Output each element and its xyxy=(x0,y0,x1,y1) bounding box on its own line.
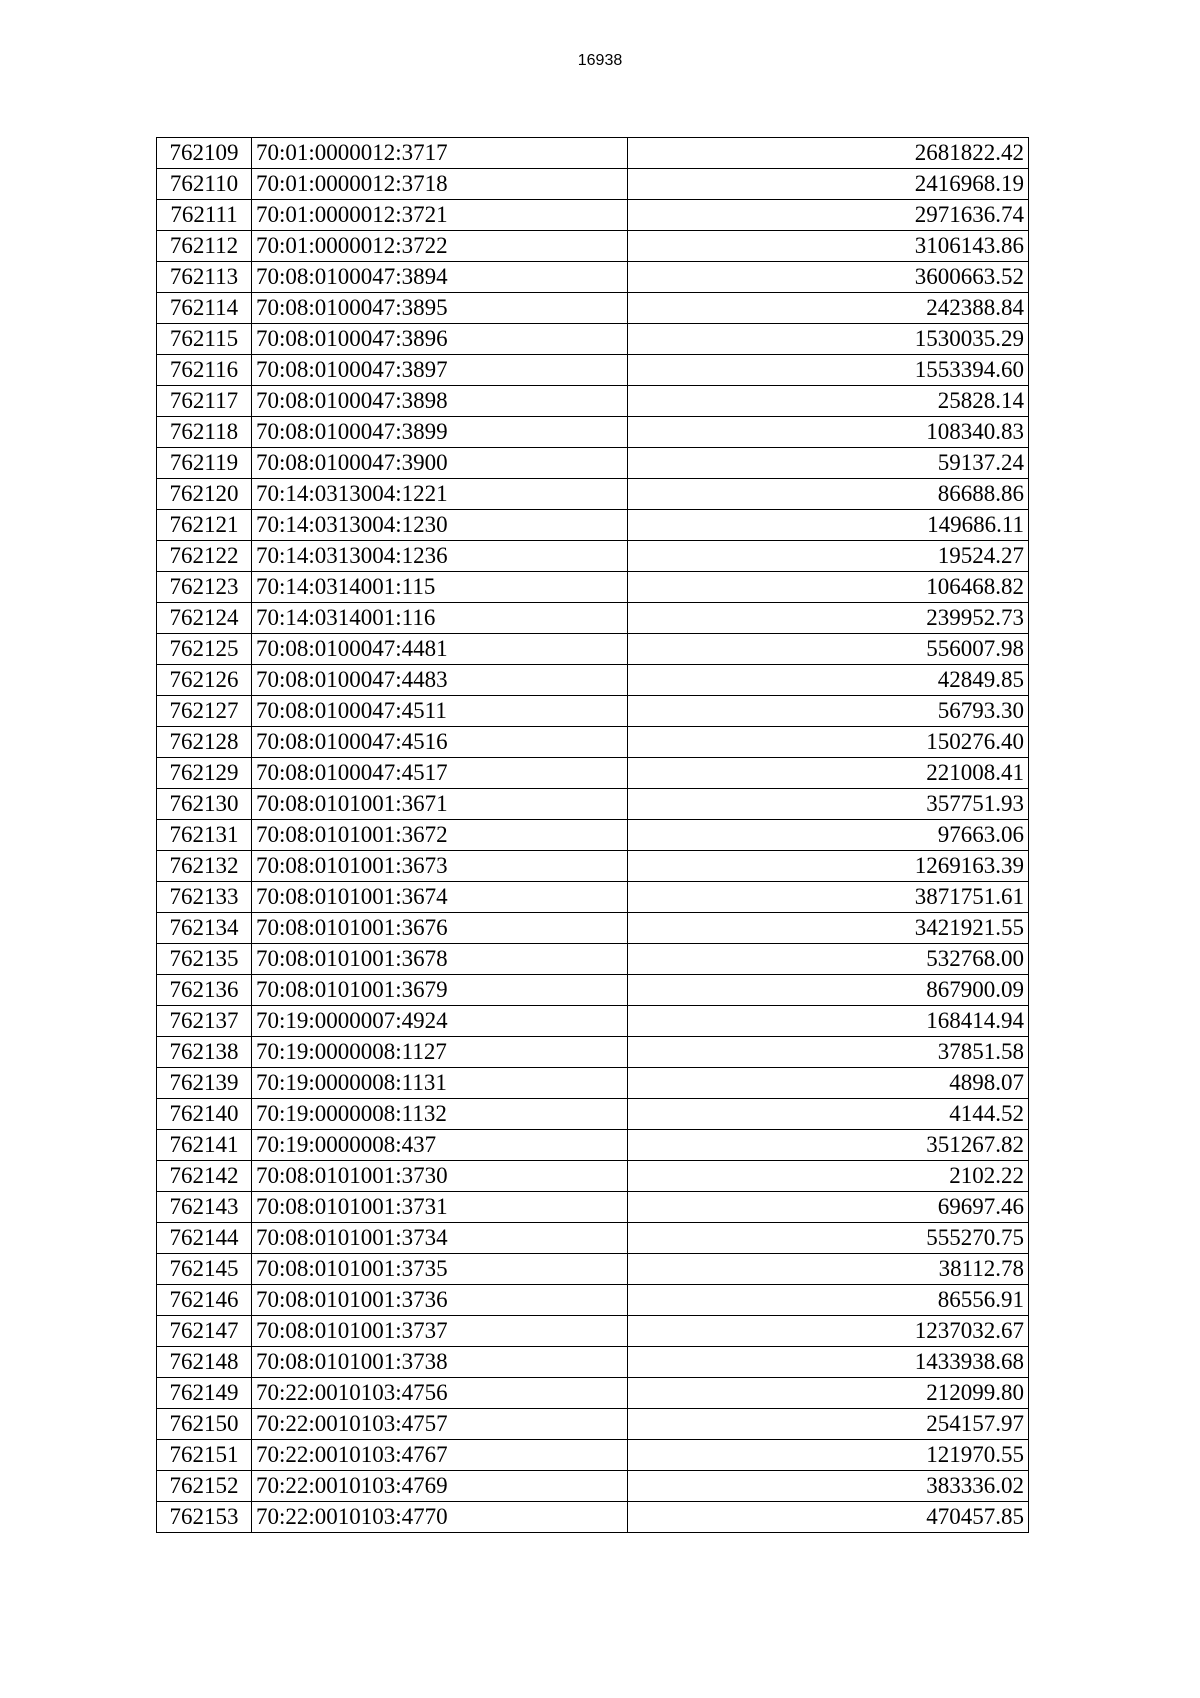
cadastral-number-cell: 70:08:0100047:4517 xyxy=(252,758,628,789)
value-cell: 121970.55 xyxy=(628,1440,1029,1471)
value-cell: 56793.30 xyxy=(628,696,1029,727)
page-number: 16938 xyxy=(577,52,623,69)
value-cell: 69697.46 xyxy=(628,1192,1029,1223)
row-number-cell: 762146 xyxy=(157,1285,252,1316)
cadastral-number-cell: 70:08:0101001:3676 xyxy=(252,913,628,944)
row-number-cell: 762116 xyxy=(157,355,252,386)
row-number-cell: 762148 xyxy=(157,1347,252,1378)
cadastral-number-cell: 70:19:0000008:1127 xyxy=(252,1037,628,1068)
value-cell: 470457.85 xyxy=(628,1502,1029,1533)
row-number-cell: 762143 xyxy=(157,1192,252,1223)
row-number-cell: 762147 xyxy=(157,1316,252,1347)
row-number-cell: 762117 xyxy=(157,386,252,417)
row-number-cell: 762112 xyxy=(157,231,252,262)
value-cell: 106468.82 xyxy=(628,572,1029,603)
row-number-cell: 762134 xyxy=(157,913,252,944)
table-row xyxy=(157,200,1029,231)
table-row xyxy=(157,1192,1029,1223)
cadastral-number-cell: 70:08:0101001:3735 xyxy=(252,1254,628,1285)
table-row xyxy=(157,1037,1029,1068)
cadastral-number-cell: 70:08:0101001:3674 xyxy=(252,882,628,913)
table-row xyxy=(157,293,1029,324)
row-number-cell: 762113 xyxy=(157,262,252,293)
table-row xyxy=(157,1223,1029,1254)
table-row xyxy=(157,510,1029,541)
row-number-cell: 762129 xyxy=(157,758,252,789)
row-number-cell: 762121 xyxy=(157,510,252,541)
cadastral-number-cell: 70:08:0101001:3678 xyxy=(252,944,628,975)
table-row xyxy=(157,1068,1029,1099)
cadastral-number-cell: 70:01:0000012:3721 xyxy=(252,200,628,231)
row-number-cell: 762136 xyxy=(157,975,252,1006)
table-row xyxy=(157,1409,1029,1440)
table-row xyxy=(157,944,1029,975)
table-row xyxy=(157,1347,1029,1378)
cadastral-number-cell: 70:08:0100047:4511 xyxy=(252,696,628,727)
table-row xyxy=(157,1006,1029,1037)
table-row xyxy=(157,696,1029,727)
value-cell: 108340.83 xyxy=(628,417,1029,448)
table-row xyxy=(157,1099,1029,1130)
row-number-cell: 762111 xyxy=(157,200,252,231)
cadastral-number-cell: 70:08:0101001:3673 xyxy=(252,851,628,882)
row-number-cell: 762139 xyxy=(157,1068,252,1099)
table-row xyxy=(157,448,1029,479)
table-row xyxy=(157,913,1029,944)
row-number-cell: 762124 xyxy=(157,603,252,634)
value-cell: 2681822.42 xyxy=(628,138,1029,169)
table-row xyxy=(157,1378,1029,1409)
value-cell: 239952.73 xyxy=(628,603,1029,634)
table-row xyxy=(157,417,1029,448)
cadastral-number-cell: 70:22:0010103:4769 xyxy=(252,1471,628,1502)
table-row xyxy=(157,758,1029,789)
value-cell: 555270.75 xyxy=(628,1223,1029,1254)
table-row xyxy=(157,1130,1029,1161)
value-cell: 1433938.68 xyxy=(628,1347,1029,1378)
table-row xyxy=(157,572,1029,603)
value-cell: 19524.27 xyxy=(628,541,1029,572)
cadastral-number-cell: 70:01:0000012:3718 xyxy=(252,169,628,200)
row-number-cell: 762150 xyxy=(157,1409,252,1440)
table-row xyxy=(157,851,1029,882)
value-cell: 38112.78 xyxy=(628,1254,1029,1285)
value-cell: 1237032.67 xyxy=(628,1316,1029,1347)
row-number-cell: 762152 xyxy=(157,1471,252,1502)
row-number-cell: 762142 xyxy=(157,1161,252,1192)
cadastral-number-cell: 70:14:0314001:115 xyxy=(252,572,628,603)
row-number-cell: 762151 xyxy=(157,1440,252,1471)
cadastral-number-cell: 70:22:0010103:4757 xyxy=(252,1409,628,1440)
cadastral-number-cell: 70:08:0101001:3679 xyxy=(252,975,628,1006)
table-row xyxy=(157,789,1029,820)
row-number-cell: 762153 xyxy=(157,1502,252,1533)
value-cell: 37851.58 xyxy=(628,1037,1029,1068)
value-cell: 59137.24 xyxy=(628,448,1029,479)
value-cell: 2102.22 xyxy=(628,1161,1029,1192)
table-row xyxy=(157,386,1029,417)
table-row xyxy=(157,262,1029,293)
row-number-cell: 762133 xyxy=(157,882,252,913)
value-cell: 4144.52 xyxy=(628,1099,1029,1130)
table-row xyxy=(157,603,1029,634)
table-row xyxy=(157,1440,1029,1471)
table-body xyxy=(157,138,1029,1533)
row-number-cell: 762120 xyxy=(157,479,252,510)
cadastral-number-cell: 70:08:0100047:4483 xyxy=(252,665,628,696)
value-cell: 351267.82 xyxy=(628,1130,1029,1161)
cadastral-number-cell: 70:14:0313004:1230 xyxy=(252,510,628,541)
row-number-cell: 762115 xyxy=(157,324,252,355)
row-number-cell: 762128 xyxy=(157,727,252,758)
table-row xyxy=(157,975,1029,1006)
value-cell: 42849.85 xyxy=(628,665,1029,696)
cadastral-number-cell: 70:19:0000008:1132 xyxy=(252,1099,628,1130)
table-row xyxy=(157,324,1029,355)
row-number-cell: 762145 xyxy=(157,1254,252,1285)
value-cell: 3421921.55 xyxy=(628,913,1029,944)
value-cell: 4898.07 xyxy=(628,1068,1029,1099)
row-number-cell: 762138 xyxy=(157,1037,252,1068)
value-cell: 3106143.86 xyxy=(628,231,1029,262)
cadastral-number-cell: 70:08:0100047:3895 xyxy=(252,293,628,324)
value-cell: 168414.94 xyxy=(628,1006,1029,1037)
cadastral-number-cell: 70:19:0000008:437 xyxy=(252,1130,628,1161)
cadastral-number-cell: 70:08:0100047:3894 xyxy=(252,262,628,293)
table-row xyxy=(157,169,1029,200)
cadastral-number-cell: 70:08:0100047:4516 xyxy=(252,727,628,758)
table-row xyxy=(157,727,1029,758)
cadastral-number-cell: 70:22:0010103:4767 xyxy=(252,1440,628,1471)
row-number-cell: 762122 xyxy=(157,541,252,572)
value-cell: 1269163.39 xyxy=(628,851,1029,882)
cadastral-number-cell: 70:08:0101001:3738 xyxy=(252,1347,628,1378)
row-number-cell: 762131 xyxy=(157,820,252,851)
table-row xyxy=(157,1161,1029,1192)
data-table xyxy=(156,137,1029,1533)
table-row xyxy=(157,634,1029,665)
cadastral-number-cell: 70:22:0010103:4770 xyxy=(252,1502,628,1533)
row-number-cell: 762110 xyxy=(157,169,252,200)
value-cell: 150276.40 xyxy=(628,727,1029,758)
value-cell: 25828.14 xyxy=(628,386,1029,417)
cadastral-number-cell: 70:08:0101001:3737 xyxy=(252,1316,628,1347)
cadastral-number-cell: 70:08:0101001:3672 xyxy=(252,820,628,851)
value-cell: 97663.06 xyxy=(628,820,1029,851)
row-number-cell: 762141 xyxy=(157,1130,252,1161)
cadastral-number-cell: 70:08:0101001:3731 xyxy=(252,1192,628,1223)
cadastral-number-cell: 70:08:0101001:3671 xyxy=(252,789,628,820)
table-row xyxy=(157,231,1029,262)
value-cell: 86556.91 xyxy=(628,1285,1029,1316)
value-cell: 867900.09 xyxy=(628,975,1029,1006)
row-number-cell: 762132 xyxy=(157,851,252,882)
cadastral-number-cell: 70:14:0313004:1221 xyxy=(252,479,628,510)
row-number-cell: 762140 xyxy=(157,1099,252,1130)
row-number-cell: 762125 xyxy=(157,634,252,665)
row-number-cell: 762127 xyxy=(157,696,252,727)
value-cell: 254157.97 xyxy=(628,1409,1029,1440)
value-cell: 357751.93 xyxy=(628,789,1029,820)
value-cell: 242388.84 xyxy=(628,293,1029,324)
value-cell: 532768.00 xyxy=(628,944,1029,975)
row-number-cell: 762114 xyxy=(157,293,252,324)
value-cell: 1530035.29 xyxy=(628,324,1029,355)
cadastral-number-cell: 70:01:0000012:3717 xyxy=(252,138,628,169)
row-number-cell: 762149 xyxy=(157,1378,252,1409)
cadastral-number-cell: 70:08:0100047:3898 xyxy=(252,386,628,417)
table-row xyxy=(157,479,1029,510)
value-cell: 556007.98 xyxy=(628,634,1029,665)
row-number-cell: 762135 xyxy=(157,944,252,975)
row-number-cell: 762118 xyxy=(157,417,252,448)
row-number-cell: 762144 xyxy=(157,1223,252,1254)
table-row xyxy=(157,1471,1029,1502)
table-row xyxy=(157,138,1029,169)
table-row xyxy=(157,882,1029,913)
value-cell: 383336.02 xyxy=(628,1471,1029,1502)
row-number-cell: 762126 xyxy=(157,665,252,696)
value-cell: 212099.80 xyxy=(628,1378,1029,1409)
cadastral-number-cell: 70:19:0000008:1131 xyxy=(252,1068,628,1099)
row-number-cell: 762130 xyxy=(157,789,252,820)
cadastral-number-cell: 70:08:0101001:3730 xyxy=(252,1161,628,1192)
cadastral-number-cell: 70:14:0313004:1236 xyxy=(252,541,628,572)
cadastral-number-cell: 70:08:0100047:3897 xyxy=(252,355,628,386)
cadastral-number-cell: 70:08:0100047:3899 xyxy=(252,417,628,448)
value-cell: 221008.41 xyxy=(628,758,1029,789)
cadastral-number-cell: 70:08:0101001:3734 xyxy=(252,1223,628,1254)
row-number-cell: 762109 xyxy=(157,138,252,169)
row-number-cell: 762119 xyxy=(157,448,252,479)
value-cell: 2971636.74 xyxy=(628,200,1029,231)
cadastral-number-cell: 70:08:0100047:3900 xyxy=(252,448,628,479)
value-cell: 86688.86 xyxy=(628,479,1029,510)
row-number-cell: 762137 xyxy=(157,1006,252,1037)
value-cell: 1553394.60 xyxy=(628,355,1029,386)
table-row xyxy=(157,1316,1029,1347)
table-row xyxy=(157,1285,1029,1316)
cadastral-number-cell: 70:01:0000012:3722 xyxy=(252,231,628,262)
table-row xyxy=(157,355,1029,386)
cadastral-number-cell: 70:08:0100047:4481 xyxy=(252,634,628,665)
table-row xyxy=(157,820,1029,851)
cadastral-number-cell: 70:19:0000007:4924 xyxy=(252,1006,628,1037)
cadastral-number-cell: 70:14:0314001:116 xyxy=(252,603,628,634)
row-number-cell: 762123 xyxy=(157,572,252,603)
cadastral-number-cell: 70:08:0101001:3736 xyxy=(252,1285,628,1316)
table-row xyxy=(157,665,1029,696)
table-row xyxy=(157,541,1029,572)
cadastral-number-cell: 70:08:0100047:3896 xyxy=(252,324,628,355)
table-row xyxy=(157,1254,1029,1285)
value-cell: 3600663.52 xyxy=(628,262,1029,293)
cadastral-number-cell: 70:22:0010103:4756 xyxy=(252,1378,628,1409)
value-cell: 2416968.19 xyxy=(628,169,1029,200)
value-cell: 149686.11 xyxy=(628,510,1029,541)
table-row xyxy=(157,1502,1029,1533)
value-cell: 3871751.61 xyxy=(628,882,1029,913)
